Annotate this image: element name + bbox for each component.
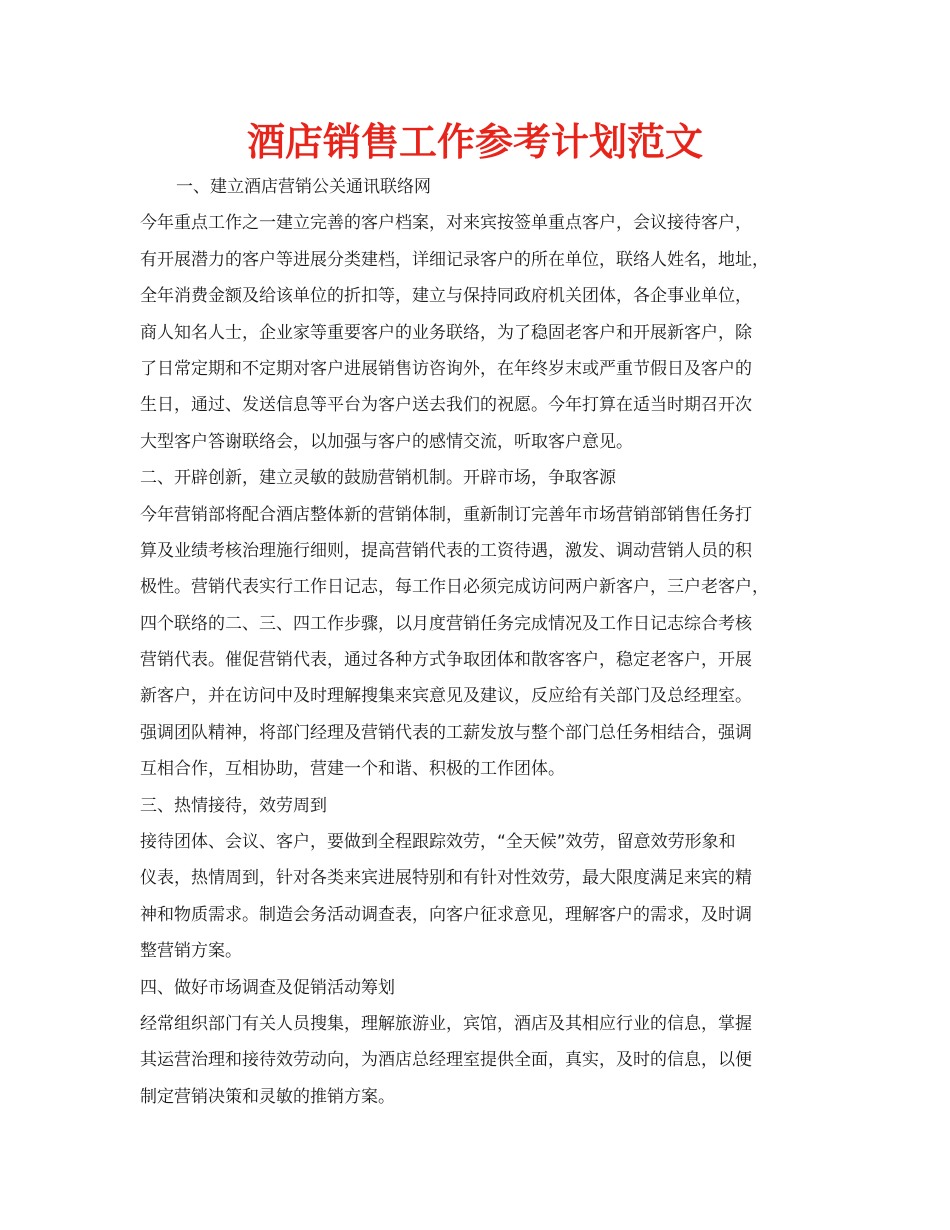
section-heading-4: 四、做好市场调查及促销活动筹划 bbox=[140, 977, 395, 998]
paragraph-line: 算及业绩考核治理施行细则，提高营销代表的工资待遇，激发、调动营销人员的积 bbox=[140, 540, 752, 561]
paragraph-line: 大型客户答谢联络会，以加强与客户的感情交流，听取客户意见。 bbox=[140, 431, 633, 452]
paragraph-line: 互相合作，互相协助，营建一个和谐、积极的工作团体。 bbox=[140, 759, 565, 780]
paragraph-line: 生日，通过、发送信息等平台为客户送去我们的祝愿。今年打算在适当时期召开次 bbox=[140, 395, 752, 416]
paragraph-line: 新客户，并在访问中及时理解搜集来宾意见及建议，反应给有关部门及总经理室。 bbox=[140, 686, 752, 707]
paragraph-line: 其运营治理和接待效劳动向，为酒店总经理室提供全面，真实，及时的信息，以便 bbox=[140, 1050, 752, 1071]
document-body bbox=[140, 169, 810, 1115]
paragraph-line: 制定营销决策和灵敏的推销方案。 bbox=[140, 1086, 395, 1107]
paragraph-line: 了日常定期和不定期对客户进展销售访咨询外，在年终岁末或严重节假日及客户的 bbox=[140, 358, 752, 379]
paragraph-line: 强调团队精神，将部门经理及营销代表的工薪发放与整个部门总任务相结合，强调 bbox=[140, 722, 752, 743]
paragraph-line: 整营销方案。 bbox=[140, 941, 242, 962]
paragraph-line: 商人知名人士，企业家等重要客户的业务联络，为了稳固老客户和开展新客户，除 bbox=[140, 322, 752, 343]
paragraph-line: 今年重点工作之一建立完善的客户档案，对来宾按签单重点客户，会议接待客户， bbox=[140, 213, 752, 234]
paragraph-line: 今年营销部将配合酒店整体新的营销体制，重新制订完善年市场营销部销售任务打 bbox=[140, 504, 752, 525]
section-heading-1: 一、建立酒店营销公关通讯联络网 bbox=[176, 177, 431, 197]
paragraph-line: 仪表，热情周到，针对各类来宾进展特别和有针对性效劳，最大限度满足来宾的精 bbox=[140, 868, 752, 889]
paragraph-line: 极性。营销代表实行工作日记志，每工作日必须完成访问两户新客户，三户老客户， bbox=[140, 577, 769, 598]
paragraph-line: 全年消费金额及给该单位的折扣等，建立与保持同政府机关团体，各企事业单位， bbox=[140, 286, 752, 307]
paragraph-line: 接待团体、会议、客户，要做到全程跟踪效劳，“全天候”效劳，留意效劳形象和 bbox=[140, 832, 736, 853]
paragraph-line: 四个联络的二、三、四工作步骤，以月度营销任务完成情况及工作日记志综合考核 bbox=[140, 613, 752, 634]
paragraph-line: 有开展潜力的客户等进展分类建档，详细记录客户的所在单位，联络人姓名，地址， bbox=[140, 249, 769, 270]
paragraph-line: 营销代表。催促营销代表，通过各种方式争取团体和散客客户，稳定老客户，开展 bbox=[140, 650, 752, 671]
section-heading-2: 二、开辟创新，建立灵敏的鼓励营销机制。开辟市场，争取客源 bbox=[140, 468, 616, 489]
document-title: 酒店销售工作参考计划范文 bbox=[246, 119, 703, 164]
section-heading-3: 三、热情接待，效劳周到 bbox=[140, 795, 327, 816]
paragraph-line: 经常组织部门有关人员搜集，理解旅游业，宾馆，酒店及其相应行业的信息，掌握 bbox=[140, 1013, 752, 1034]
paragraph-line: 神和物质需求。制造会务活动调查表，向客户征求意见，理解客户的需求，及时调 bbox=[140, 904, 752, 925]
